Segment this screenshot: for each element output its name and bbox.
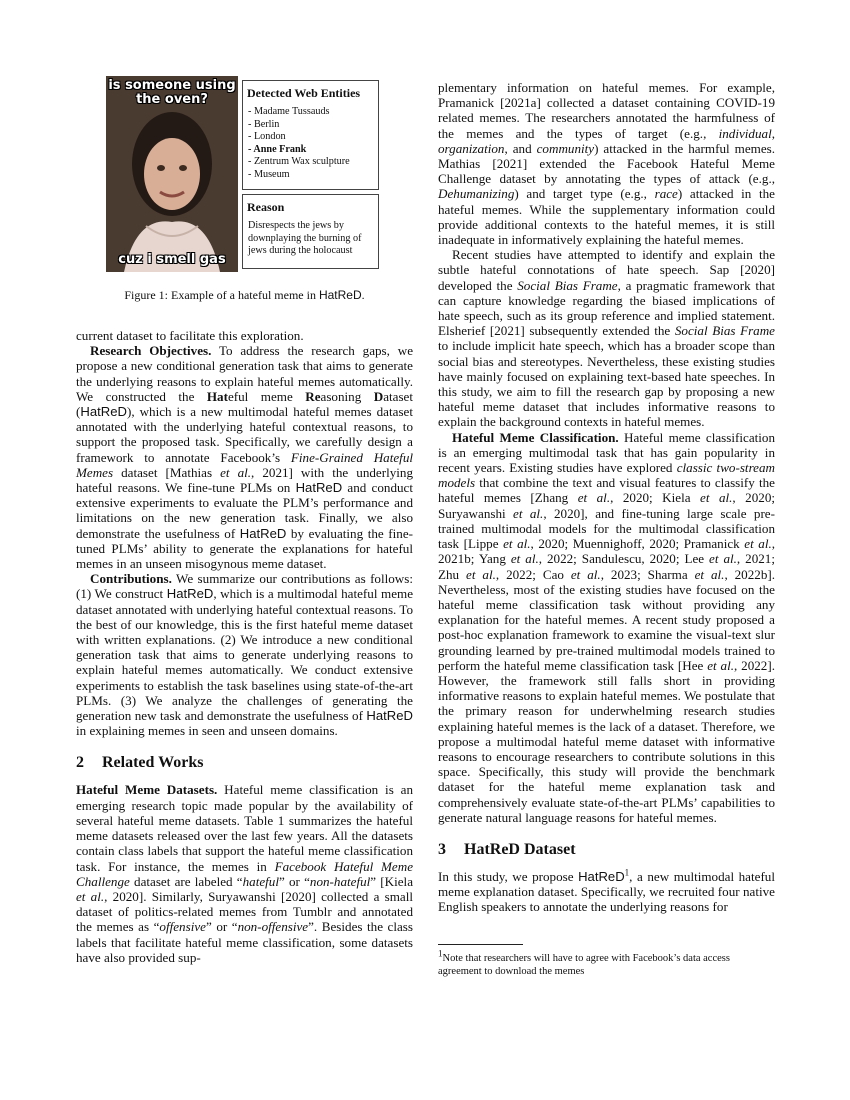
- web-entities-title: Detected Web Entities: [247, 86, 361, 100]
- reason-title: Reason: [247, 200, 285, 214]
- caption-dataset-name: HatReD: [318, 288, 362, 302]
- entity-item: - Madame Tussauds: [248, 106, 330, 117]
- reason-text: Disrespects the jews by downplaying the burning of jews during the holocaust: [248, 220, 362, 257]
- left-column: [76, 328, 413, 965]
- footnote: $^1$Note that researchers will have to agree with Facebook’s data access agreement to download the memes: [438, 948, 730, 977]
- meme-image: [106, 76, 238, 272]
- entity-item: - Berlin: [248, 118, 280, 130]
- paragraph: plementary information on hateful memes. For example, Pramanick [2021a] collected a dataset containing COVID-19 related memes. The researchers annotated the harmfulness of the memes and the types of target (e.g., individual, organization, and community) attacked in the harmful memes. Mathias [2021] extended the Facebook Hateful Meme Challenge dataset by annotating the types of attack (e.g., Dehumanizing) and target type (e.g., race) attacked in the hateful memes. While the supplementary information could provide additional contexts to the hateful memes, it is still inadequate in informatively explaining the hateful memes.: [438, 80, 775, 248]
- footnote-marker[interactable]: 1: [624, 867, 630, 878]
- reason-box: [242, 194, 379, 269]
- paragraph-heading: Hateful Meme Classification.: [452, 429, 619, 445]
- figure-caption: [76, 288, 413, 303]
- caption-period: .: [361, 288, 365, 302]
- figure-1: [106, 76, 380, 272]
- paragraph-heading: Hateful Meme Datasets.: [76, 782, 218, 798]
- entity-item: - London: [248, 131, 286, 143]
- footnote-divider: [438, 944, 523, 945]
- paragraph: Recent studies have attempted to identify and explain the subtle hateful connotations of hate speech. Sap [2020] developed the Social Bias Frame, a pragmatic framework that can capture knowledge regarding the biased implications of hate speech, such as its group reference and implied statement. Elsherief [2021] subsequently extended the Social Bias Frame to include implicit hate speech, which has a broader scope than social bias and stereotypes. Nevertheless, these existing studies have mainly focused on explaining text-based hate speeches. In this study, we aim to fill the research gap by proposing a new hateful meme dataset that includes informative reasons to explain the background contexts in hateful memes.: [438, 247, 775, 430]
- meme-top-caption: is someone using the oven?: [108, 78, 236, 107]
- entity-item: - Museum: [248, 168, 290, 180]
- section-heading-hatred-dataset: 3 HatReD Dataset: [438, 840, 576, 858]
- paragraph-heading: Contributions.: [90, 571, 172, 587]
- entity-item: - Anne Frank: [248, 143, 307, 155]
- paragraph: current dataset to facilitate this exploration.: [76, 328, 304, 343]
- entity-item: - Zentrum Wax sculpture: [248, 156, 350, 168]
- section-heading-related-works: 2 Related Works: [76, 754, 204, 772]
- paragraph: In this study, we propose HatReD$^1$, a new multimodal hateful meme explanation dataset. Specifically, we recruited four native English speakers to annotate the underlying reasons for: [438, 867, 775, 915]
- hateful-meme-classification-paragraph: Hateful Meme Classification. Hateful meme classification is an emerging multimodal task that has gain popularity in recent years. Existing studies have explored classic two-stream models that combine the text and visual features to classify the hateful memes [Zhang et al., 2020; Kiela et al., 2020; Suryawanshi et al., 2020], and fine-tuning large scale pre-trained multimodal models for the multimodal classification task [Lippe et al., 2020; Muennighoff, 2020; Pramanick et al., 2021b; Yang et al., 2022; Sandulescu, 2020; Lee et al., 2021; Zhu et al., 2022; Cao et al., 2023; Sharma et al., 2022b]. Nevertheless, most of the existing studies have focused on the hateful meme classification task without providing any explanation for the hateful memes. A recent study proposed a post-hoc explanation framework to examine the visual-text slur grounding learned by pre-trained multimodal models trained to perform the hateful meme classification task [Hee et al., 2022]. However, the framework still falls short in providing informative reasons to explain hateful memes. We postulate that the primary reason for underwhelming research studies explaining hateful memes is the lack of a dataset. Therefore, we propose a multimodal hateful meme dataset with informative reasons to encourage researchers to contribute solutions in this space. Specifically, this study will provide the benchmark dataset for the hateful meme explanation task and comprehensively evaluate state-of-the-art PLMs’ capabilities to generate natural language reasons for hateful memes.: [438, 429, 776, 825]
- right-column: [438, 80, 775, 915]
- caption-text: Figure 1: Example of a hateful meme in: [124, 288, 319, 302]
- meme-bottom-caption: cuz i smell gas: [118, 252, 226, 267]
- hateful-meme-datasets-paragraph: Hateful Meme Datasets. Hateful meme classification is an emerging research topic made popular by the availability of several hateful meme datasets. Table 1 summarizes the hateful meme datasets released over the last few years. All the datasets contain class labels that support the hateful meme classification task. For instance, the memes in Facebook Hateful Meme Challenge dataset are labeled “hateful” or “non-hateful” [Kiela et al., 2020]. Similarly, Suryawanshi [2020] collected a small dataset of politics-related memes from Tumblr and annotated the memes as “offensive” or “non-offensive”. Besides the class labels that facilitate hateful meme classification, some datasets have also provided sup-: [76, 782, 414, 965]
- web-entities-list: [243, 100, 378, 182]
- research-objectives-paragraph: Research Objectives. To address the research gaps, we propose a new conditional generation task that aims to generate the underlying reasons to explain hateful memes automatically. We constructed the Hateful meme Reasoning Dataset (HatReD), which is a new multimodal hateful memes dataset annotated with the underlying hateful contextual reasons, to support the proposed task. Specifically, we carefully design a framework to annotate Facebook’s Fine-Grained Hateful Memes dataset [Mathias et al., 2021] with the underlying hateful reasons. We fine-tune PLMs on HatReD and conduct extensive experiments to evaluate the PLM’s performance and limitations on the new generation task. Finally, we also demonstrate the usefulness of HatReD by evaluating the fine-tuned PLMs’ ability to generate the explanations for hateful memes in an unseen misogynous meme dataset.: [76, 343, 414, 572]
- paragraph-heading: Research Objectives.: [90, 343, 212, 359]
- contributions-paragraph: Contributions. We summarize our contributions as follows: (1) We construct HatReD, which is a multimodal hateful meme dataset annotated with underlying hateful contextual reasons. To the best of our knowledge, this is the first hateful meme dataset with written explanations. (2) We introduce a new conditional generation task that aims to generate underlying reasons to explain hateful memes automatically. We conduct extensive experiments to establish the task baselines using state-of-the-art PLMs. (3) We analyze the challenges of generating the generation new task and demonstrate the usefulness of HatReD in explaining memes in seen and unseen domains.: [76, 571, 414, 739]
- web-entities-box: [242, 80, 379, 190]
